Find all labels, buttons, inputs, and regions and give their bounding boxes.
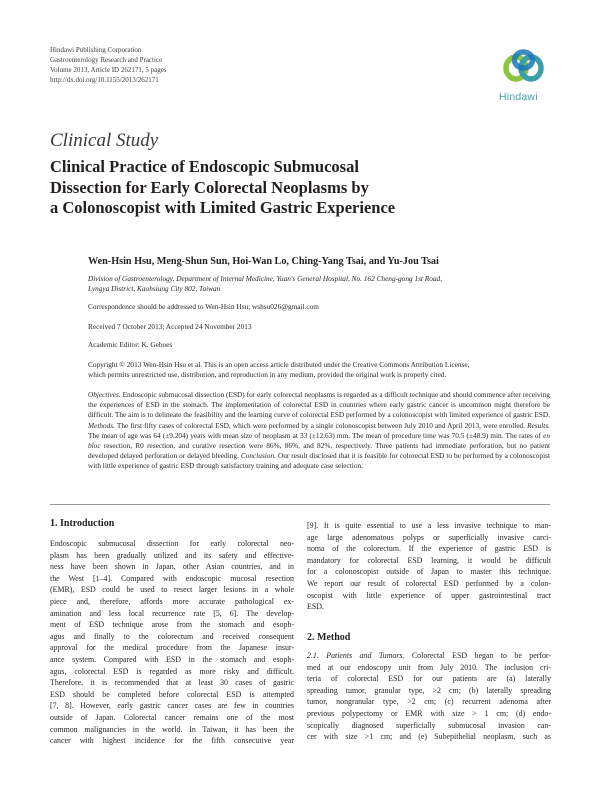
text-line: scopically diagnosed superficially submucosal invasion can- (307, 720, 551, 730)
abstract-conclusion-label: Conclusion. (240, 451, 276, 461)
journal-header (50, 45, 167, 85)
publisher-line: Hindawi Publishing Corporation (50, 46, 142, 54)
text-line: outside of Japan. Colorectal cancer remains one of the most (50, 712, 294, 722)
volume-line: Volume 2013, Article ID 262171, 5 pages (50, 66, 167, 74)
title-line: Clinical Practice of Endoscopic Submucosal (50, 157, 359, 176)
affiliation-line: Division of Gastroenterology, Department of Internal Medicine, Yuan's General Hospital, No. 162 Cheng-gong 1st Road, (88, 274, 443, 283)
abstract-results-label: Results. (527, 420, 550, 430)
abstract-methods-label: Methods. (88, 420, 115, 430)
abstract-results-cont: resection, R0 resection, and curative resection were 86%, 86%, and 82%, respectively. Three patients had immediate perforation, but no patient developed delayed perforation or delayed bleeding. (88, 441, 550, 461)
text-line: ESD. (307, 602, 324, 612)
text-line: ment of ESD technique arose from the stomach and esoph- (50, 620, 294, 630)
text-line: agus and finally to the colorectum and received consequent (50, 631, 294, 641)
copyright-line: Copyright © 2013 Wen-Hsin Hsu et al. This is an open access article distributed under the Creative Commons Attribution License, (88, 360, 470, 369)
text-line: [9]. It is quite essential to use a less invasive technique to man- (307, 521, 551, 530)
text-line: previous polypectomy or EMR with size > 1 cm; (d) endo- (307, 708, 551, 718)
title-line: a Colonoscopist with Limited Gastric Experience (50, 198, 396, 217)
method-heading: 2. Method (307, 632, 351, 643)
text-line: Endoscopic submucosal dissection for early colorectal neo- (50, 539, 294, 548)
section-divider (50, 504, 550, 505)
text-line: mandatory for colorectal ESD learning, it would be difficult (307, 555, 551, 565)
text-line: [7, 8]. However, early gastric cancer cases are few in countries (50, 701, 294, 711)
copyright-line: which permits unrestricted use, distribution, and reproduction in any medium, provided the original work is properly cited. (88, 370, 447, 380)
text-line: piece and, therefore, affords more accurate pathological ex- (50, 596, 294, 606)
hindawi-logo-text: Hindawi (499, 91, 538, 103)
doi-line[interactable]: http://dx.doi.org/10.1155/2013/262171 (50, 76, 159, 84)
abstract-conclusion: Our result disclosed that it is feasible for colorectal ESD to be performed by a colonoscopist with little experience of gastric ESD through satisfactory training and adequate case selection. (88, 451, 550, 471)
text-line: spreading tumor, granular type, >2 cm; (b) laterally spreading (307, 685, 551, 695)
text-line: approval for the medical procedure from the Japanese insur- (50, 643, 294, 653)
journal-line: Gastroenterology Research and Practice (50, 56, 163, 64)
author-list: Wen-Hsin Hsu, Meng-Shun Sun, Hoi-Wan Lo, Ching-Yang Tsai, and Yu-Jou Tsai (88, 256, 439, 267)
text-line: amination and less local recurrence rate [5, 6]. The develop- (50, 608, 294, 618)
abstract-results: The mean of age was 64 (±9.204) years with mean size of neoplasm at 33 (±12.63) mm. The mean of procedure time was 70.5 (±48.9) min. The rates of (88, 430, 544, 440)
method-subheading: 2.1. Patients and Tumors. (307, 651, 405, 660)
affiliation-line: Lyngya District, Kaohsiung City 802, Taiwan (88, 284, 221, 294)
en-bloc-term: en bloc (88, 430, 550, 451)
method-line: Colorectal ESD began to be perfor- (404, 651, 551, 660)
abstract-methods: The first fifty cases of colorectal ESD, which were performed by a single colonoscopist between July 2010 and April 2013, were enrolled. (114, 420, 528, 430)
text-line: ance system. Compared with ESD in the stomach and esoph- (50, 654, 294, 664)
correspondence: Correspondence should be addressed to Wen-Hsin Hsu; wshsu026@gmail.com (88, 302, 319, 311)
introduction-body (50, 538, 294, 747)
introduction-heading: 1. Introduction (50, 518, 115, 529)
text-line: noma of the colorectum. If the experience of gastric ESD is (307, 544, 551, 554)
text-line: cancer with highest incidence for the fifth consecutive year (50, 736, 294, 746)
text-line: the West [1–4]. Compared with endoscopic mucosal resection (50, 573, 294, 583)
text-line: ness have been shown in Japan, other Asian countries, and in (50, 562, 294, 572)
text-line: oscopist with little experience of upper gastrointestinal tract (307, 590, 551, 600)
text-line: plasm has been gradually utilized and its safety and effective- (50, 550, 294, 560)
text-line: med at our endoscopy unit from July 2010. The inclusion cri- (307, 662, 551, 672)
introduction-continued (307, 520, 551, 613)
abstract (88, 390, 550, 472)
affiliation (88, 274, 550, 294)
received-dates: Received 7 October 2013; Accepted 24 November 2013 (88, 322, 252, 331)
academic-editor: Academic Editor: K. Geboes (88, 340, 173, 349)
text-line: (EMR), ESD could be used to resect larger lesions in a whole (50, 585, 294, 595)
text-line: cer with size >1 cm; and (e) Subepithelial neoplasm, such as (307, 732, 551, 742)
text-line: common malignancies in the world. In Taiwan, it has been the (50, 724, 294, 734)
abstract-objectives-label: Objectives. (88, 390, 121, 399)
title-line: Dissection for Early Colorectal Neoplasms by (50, 177, 369, 197)
text-line: We report our result of colorectal ESD performed by a colon- (307, 578, 551, 588)
method-body (307, 650, 551, 743)
article-type: Clinical Study (50, 130, 159, 151)
abstract-objectives: Endoscopic submucosal dissection (ESD) for early colorectal neoplasms is regarded as a difficult technique and should commence after receiving the experiences of ESD in the stomach. The implementation of colorectal ESD in countries where early gastric cancer is uncommon might therefore be difficult. The aim is to delineate the feasibility and the learning curve of colorectal ESD performed by a colonoscopist with limited experience of gastric ESD. (88, 390, 550, 420)
text-line: ESD should be completed before colorectal ESD is attempted (50, 689, 294, 699)
text-line: teria of colorectal ESD for our patients are (a) laterally (307, 674, 551, 684)
text-line: age large adenomatous polyps or superficially invasive carci- (307, 532, 551, 542)
text-line: for a colonoscopist outside of Japan to master this technique. (307, 567, 551, 577)
text-line: agus, colorectal ESD is regarded as more risky and difficult. (50, 666, 294, 676)
copyright-notice (88, 360, 550, 380)
article-title (50, 157, 520, 219)
text-line: Therefore, it is recommended that at least 30 cases of gastric (50, 678, 294, 688)
text-line: tumor, nongranular type, >2 cm; (c) recurrent adenoma after (307, 697, 551, 707)
